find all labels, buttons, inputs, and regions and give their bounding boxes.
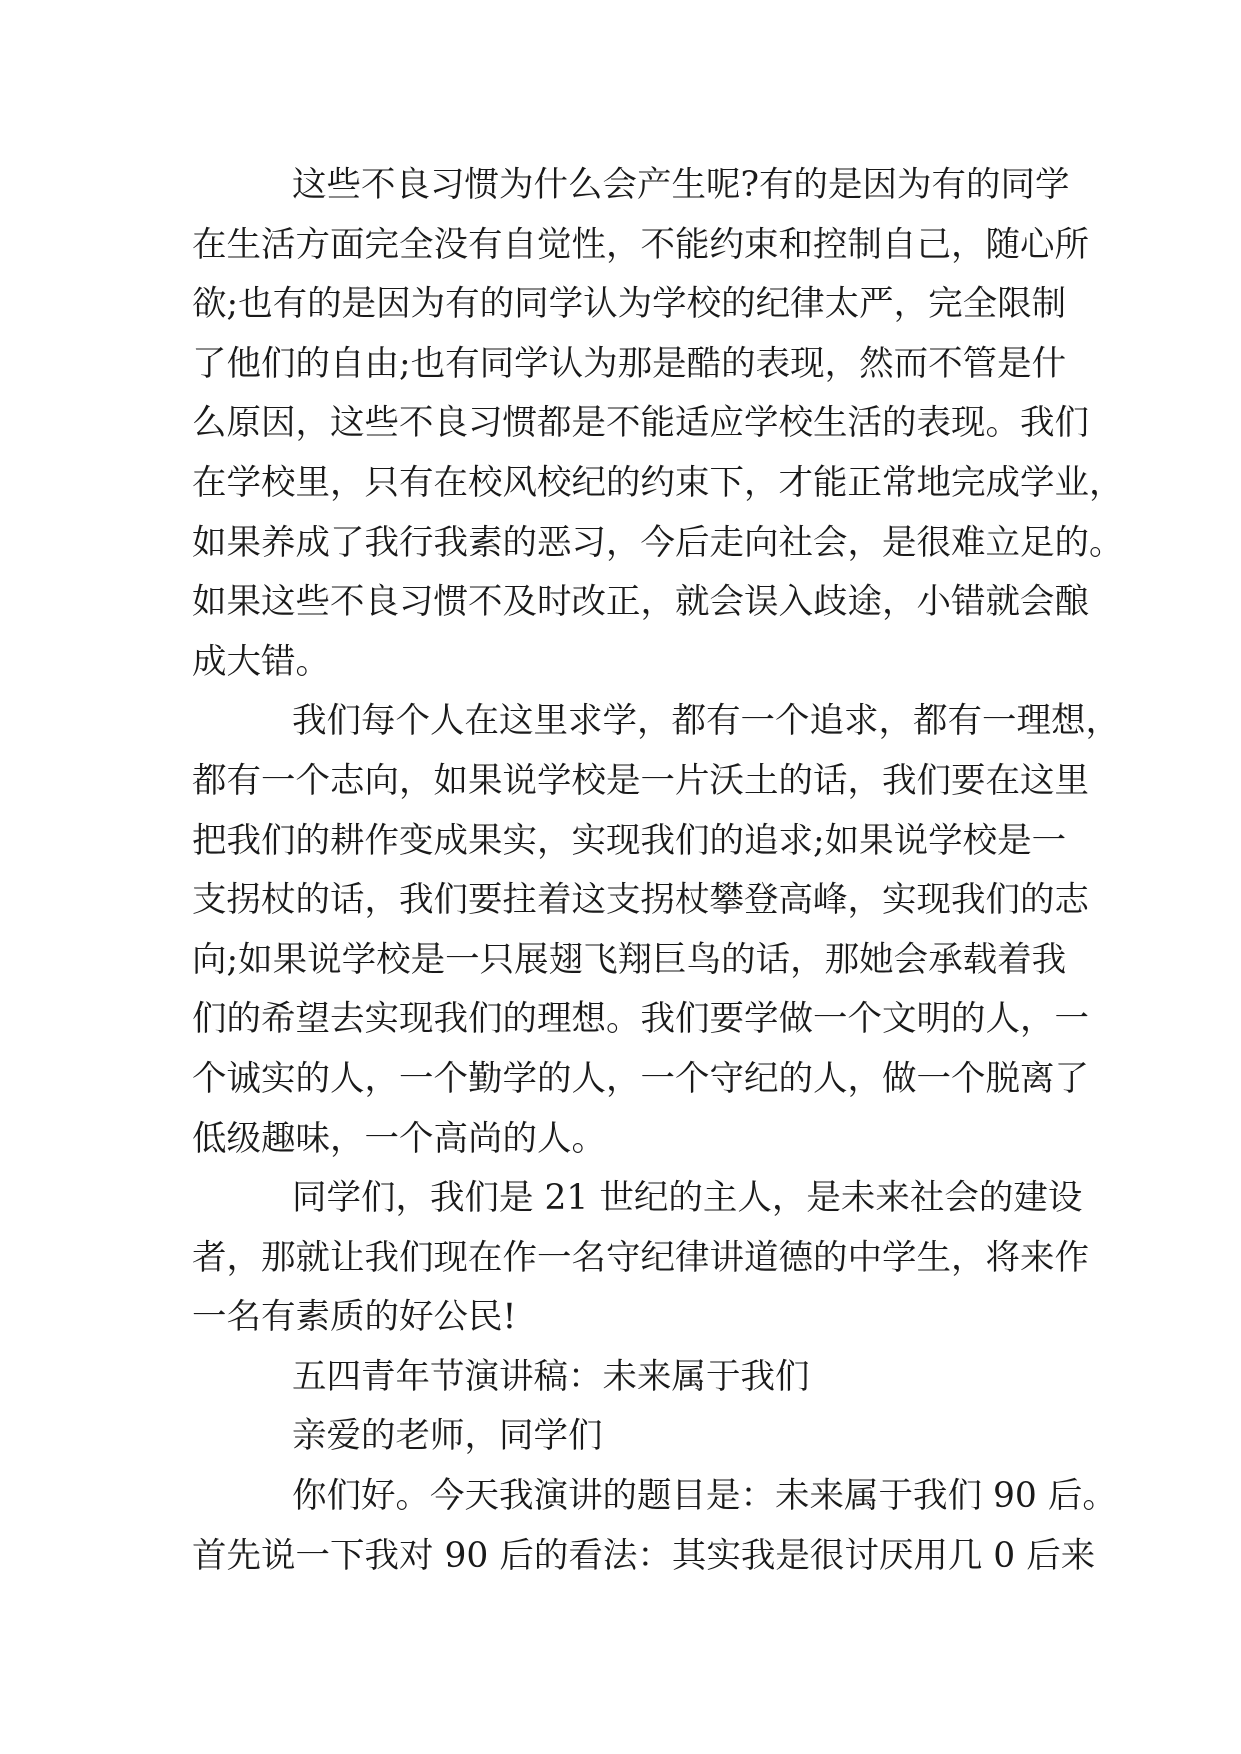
text-line	[192, 752, 1089, 812]
section-title	[192, 1348, 1060, 1408]
text-line	[192, 1229, 1089, 1289]
line-text: 者，那就让我们现在作一名守纪律讲道德的中学生，将来作	[192, 1237, 1089, 1278]
line-text: 我们每个人在这里求学，都有一个追求，都有一理想，	[292, 701, 1120, 742]
text-line	[192, 812, 1067, 872]
text-line	[192, 216, 1089, 276]
text-line	[192, 454, 1124, 514]
line-text: 向;如果说学校是一只展翅飞翔巨鸟的话，那她会承载着我	[192, 939, 1067, 980]
text-line	[192, 275, 1067, 335]
salutation	[192, 1407, 1060, 1467]
line-text: 们的希望去实现我们的理想。我们要学做一个文明的人，一	[192, 999, 1089, 1040]
line-text: 都有一个志向，如果说学校是一片沃土的话，我们要在这里	[192, 760, 1089, 801]
line-text: 低级趣味，一个高尚的人。	[192, 1118, 606, 1159]
line-text: 欲;也有的是因为有的同学认为学校的纪律太严，完全限制	[192, 284, 1067, 325]
line-text: 如果养成了我行我素的恶习，今后走向社会，是很难立足的。	[192, 522, 1124, 563]
text-line	[192, 1169, 1083, 1229]
text-line	[192, 1288, 1060, 1348]
line-text: 成大错。	[192, 641, 330, 682]
text-line	[192, 871, 1089, 931]
text-line	[192, 394, 1089, 454]
line-text: 如果这些不良习惯不及时改正，就会误入歧途，小错就会酿	[192, 582, 1089, 623]
line-text: 么原因，这些不良习惯都是不能适应学校生活的表现。我们	[192, 403, 1089, 444]
text-line	[192, 1110, 1060, 1170]
line-text: 一名有素质的好公民!	[192, 1297, 517, 1338]
text-line	[192, 335, 1067, 395]
line-text: 亲爱的老师，同学们	[292, 1416, 603, 1457]
text-line	[192, 633, 1060, 693]
text-line	[192, 156, 1070, 216]
line-text: 你们好。今天我演讲的题目是：未来属于我们 90 后。	[292, 1476, 1117, 1517]
text-line	[192, 990, 1089, 1050]
text-line	[192, 692, 1120, 752]
text-line	[192, 514, 1124, 574]
text-line	[192, 931, 1067, 991]
line-text: 了他们的自由;也有同学认为那是酷的表现，然而不管是什	[192, 343, 1067, 384]
line-text: 个诚实的人，一个勤学的人，一个守纪的人，做一个脱离了	[192, 1058, 1089, 1099]
line-text: 支拐杖的话，我们要拄着这支拐杖攀登高峰，实现我们的志	[192, 880, 1089, 921]
line-text: 同学们，我们是 21 世纪的主人，是未来社会的建设	[292, 1178, 1083, 1219]
line-text: 这些不良习惯为什么会产生呢?有的是因为有的同学	[292, 165, 1070, 205]
text-line	[192, 1467, 1117, 1527]
line-text: 在学校里，只有在校风校纪的约束下，才能正常地完成学业，	[192, 462, 1124, 503]
line-text: 在生活方面完全没有自觉性，不能约束和控制自己，随心所	[192, 224, 1089, 265]
text-line	[192, 573, 1089, 633]
line-text: 把我们的耕作变成果实，实现我们的追求;如果说学校是一	[192, 820, 1067, 861]
document-page	[192, 156, 1124, 1586]
line-text: 五四青年节演讲稿：未来属于我们	[292, 1356, 810, 1397]
text-line	[192, 1527, 1096, 1587]
text-line	[192, 1050, 1089, 1110]
line-text: 首先说一下我对 90 后的看法：其实我是很讨厌用几 0 后来	[192, 1535, 1096, 1576]
